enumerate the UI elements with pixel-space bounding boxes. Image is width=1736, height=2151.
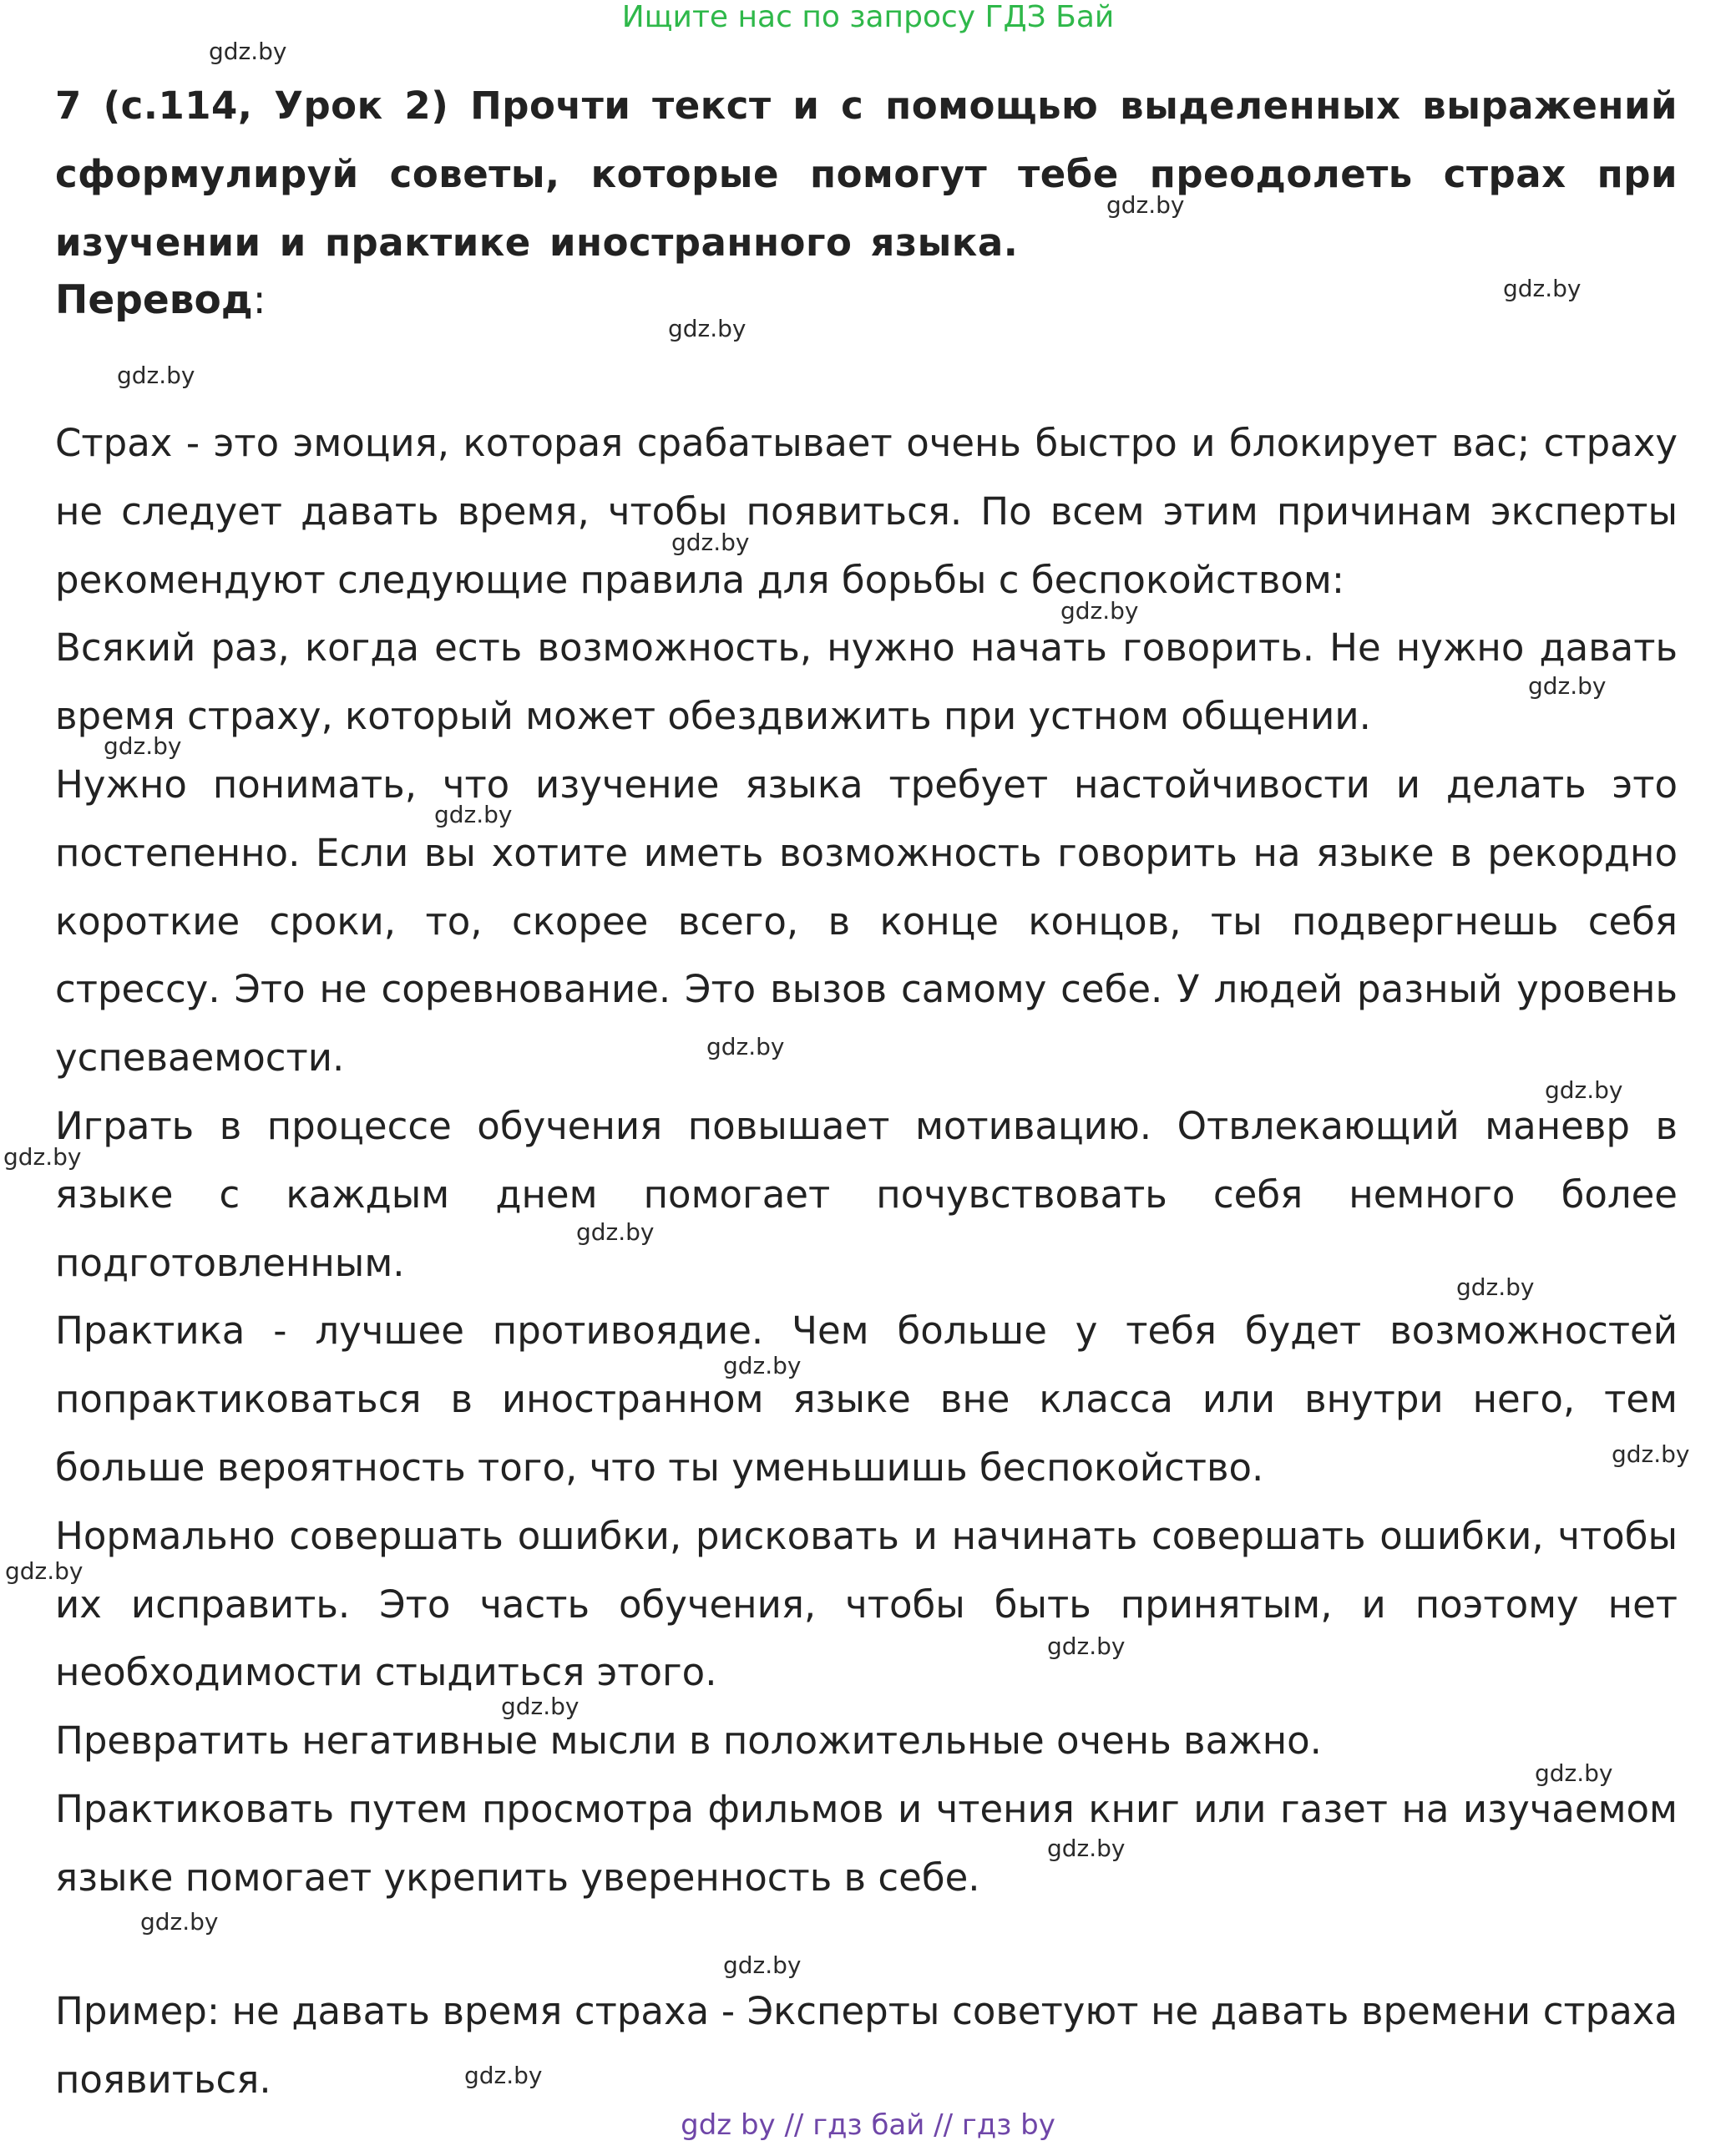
watermark: gdz.by — [1047, 1632, 1126, 1660]
watermark: gdz.by — [434, 801, 513, 828]
translation-label — [55, 271, 266, 330]
watermark: gdz.by — [104, 732, 182, 760]
translation-label-colon: : — [252, 277, 266, 323]
watermark: gdz.by — [723, 1951, 802, 1979]
watermark: gdz.by — [671, 529, 750, 556]
watermark: gdz.by — [3, 1143, 82, 1171]
exercise-heading: 7 (с.114, Урок 2) Прочти текст и с помощью выделенных выражений сформулируй советы, которые помогут тебе преодолеть страх при изучении и практике иностранного языка. — [55, 84, 1678, 265]
paragraph: Практика - лучшее противоядие. Чем больше у тебя будет возможностей попрактиковаться в иностранном языке вне класса или внутри него, тем больше вероятность того, что ты уменьшишь беспокойство. — [55, 1308, 1678, 1490]
paragraph: Практиковать путем просмотра фильмов и чтения книг или газет на изучаемом языке помогает укрепить уверенность в себе. — [55, 1786, 1678, 1900]
watermark: gdz.by — [576, 1218, 655, 1246]
watermark: gdz.by — [706, 1033, 785, 1060]
watermark: gdz.by — [1503, 275, 1582, 302]
translation-body — [55, 409, 1678, 1912]
watermark: gdz.by — [1047, 1835, 1126, 1862]
bottom-banner: gdz by // гдз бай // гдз by — [681, 2108, 1055, 2142]
watermark: gdz.by — [668, 315, 747, 342]
watermark: gdz.by — [117, 362, 195, 389]
watermark: gdz.by — [723, 1352, 802, 1379]
paragraph: Превратить негативные мысли в положительные очень важно. — [55, 1718, 1322, 1764]
watermark: gdz.by — [1612, 1440, 1690, 1468]
watermark: gdz.by — [1456, 1273, 1535, 1301]
paragraph: Нормально совершать ошибки, рисковать и начинать совершать ошибки, чтобы их исправить. Это часть обучения, чтобы быть принятым, и поэтому нет необходимости стыдиться этого. — [55, 1513, 1678, 1695]
example-sentence: Пример: не давать время страха - Эксперты советуют не давать времени страха появиться. — [55, 1989, 1678, 2102]
watermark: gdz.by — [1060, 597, 1139, 625]
paragraph: Страх - это эмоция, которая срабатывает очень быстро и блокирует вас; страху не следует давать время, чтобы появиться. По всем этим причинам эксперты рекомендуют следующие правила для борьбы с беспокойством: — [55, 421, 1678, 602]
translation-label-text: Перевод — [55, 277, 253, 323]
watermark: gdz.by — [1535, 1759, 1613, 1787]
paragraph: Играть в процессе обучения повышает мотивацию. Отвлекающий маневр в языке с каждым днем помогает почувствовать себя немного более подготовленным. — [55, 1103, 1678, 1285]
watermark: gdz.by — [1528, 672, 1607, 700]
watermark: gdz.by — [209, 38, 287, 65]
watermark: gdz.by — [140, 1908, 219, 1936]
watermark: gdz.by — [1106, 191, 1185, 219]
paragraph: Всякий раз, когда есть возможность, нужно начать говорить. Не нужно давать время страху, который может обездвижить при устном общении. — [55, 625, 1678, 739]
top-banner: Ищите нас по запросу ГДЗ Бай — [621, 0, 1115, 34]
watermark: gdz.by — [501, 1693, 580, 1720]
watermark: gdz.by — [464, 2062, 543, 2089]
watermark: gdz.by — [5, 1557, 84, 1585]
paragraph: Нужно понимать, что изучение языка требует настойчивости и делать это постепенно. Если вы хотите иметь возможность говорить на языке в рекордно короткие сроки, то, скорее всего, в конце концов, ты подвергнешь себя стрессу. Это не соревнование. Это вызов самому себе. У людей разный уровень успеваемости. — [55, 762, 1678, 1081]
watermark: gdz.by — [1545, 1076, 1623, 1104]
